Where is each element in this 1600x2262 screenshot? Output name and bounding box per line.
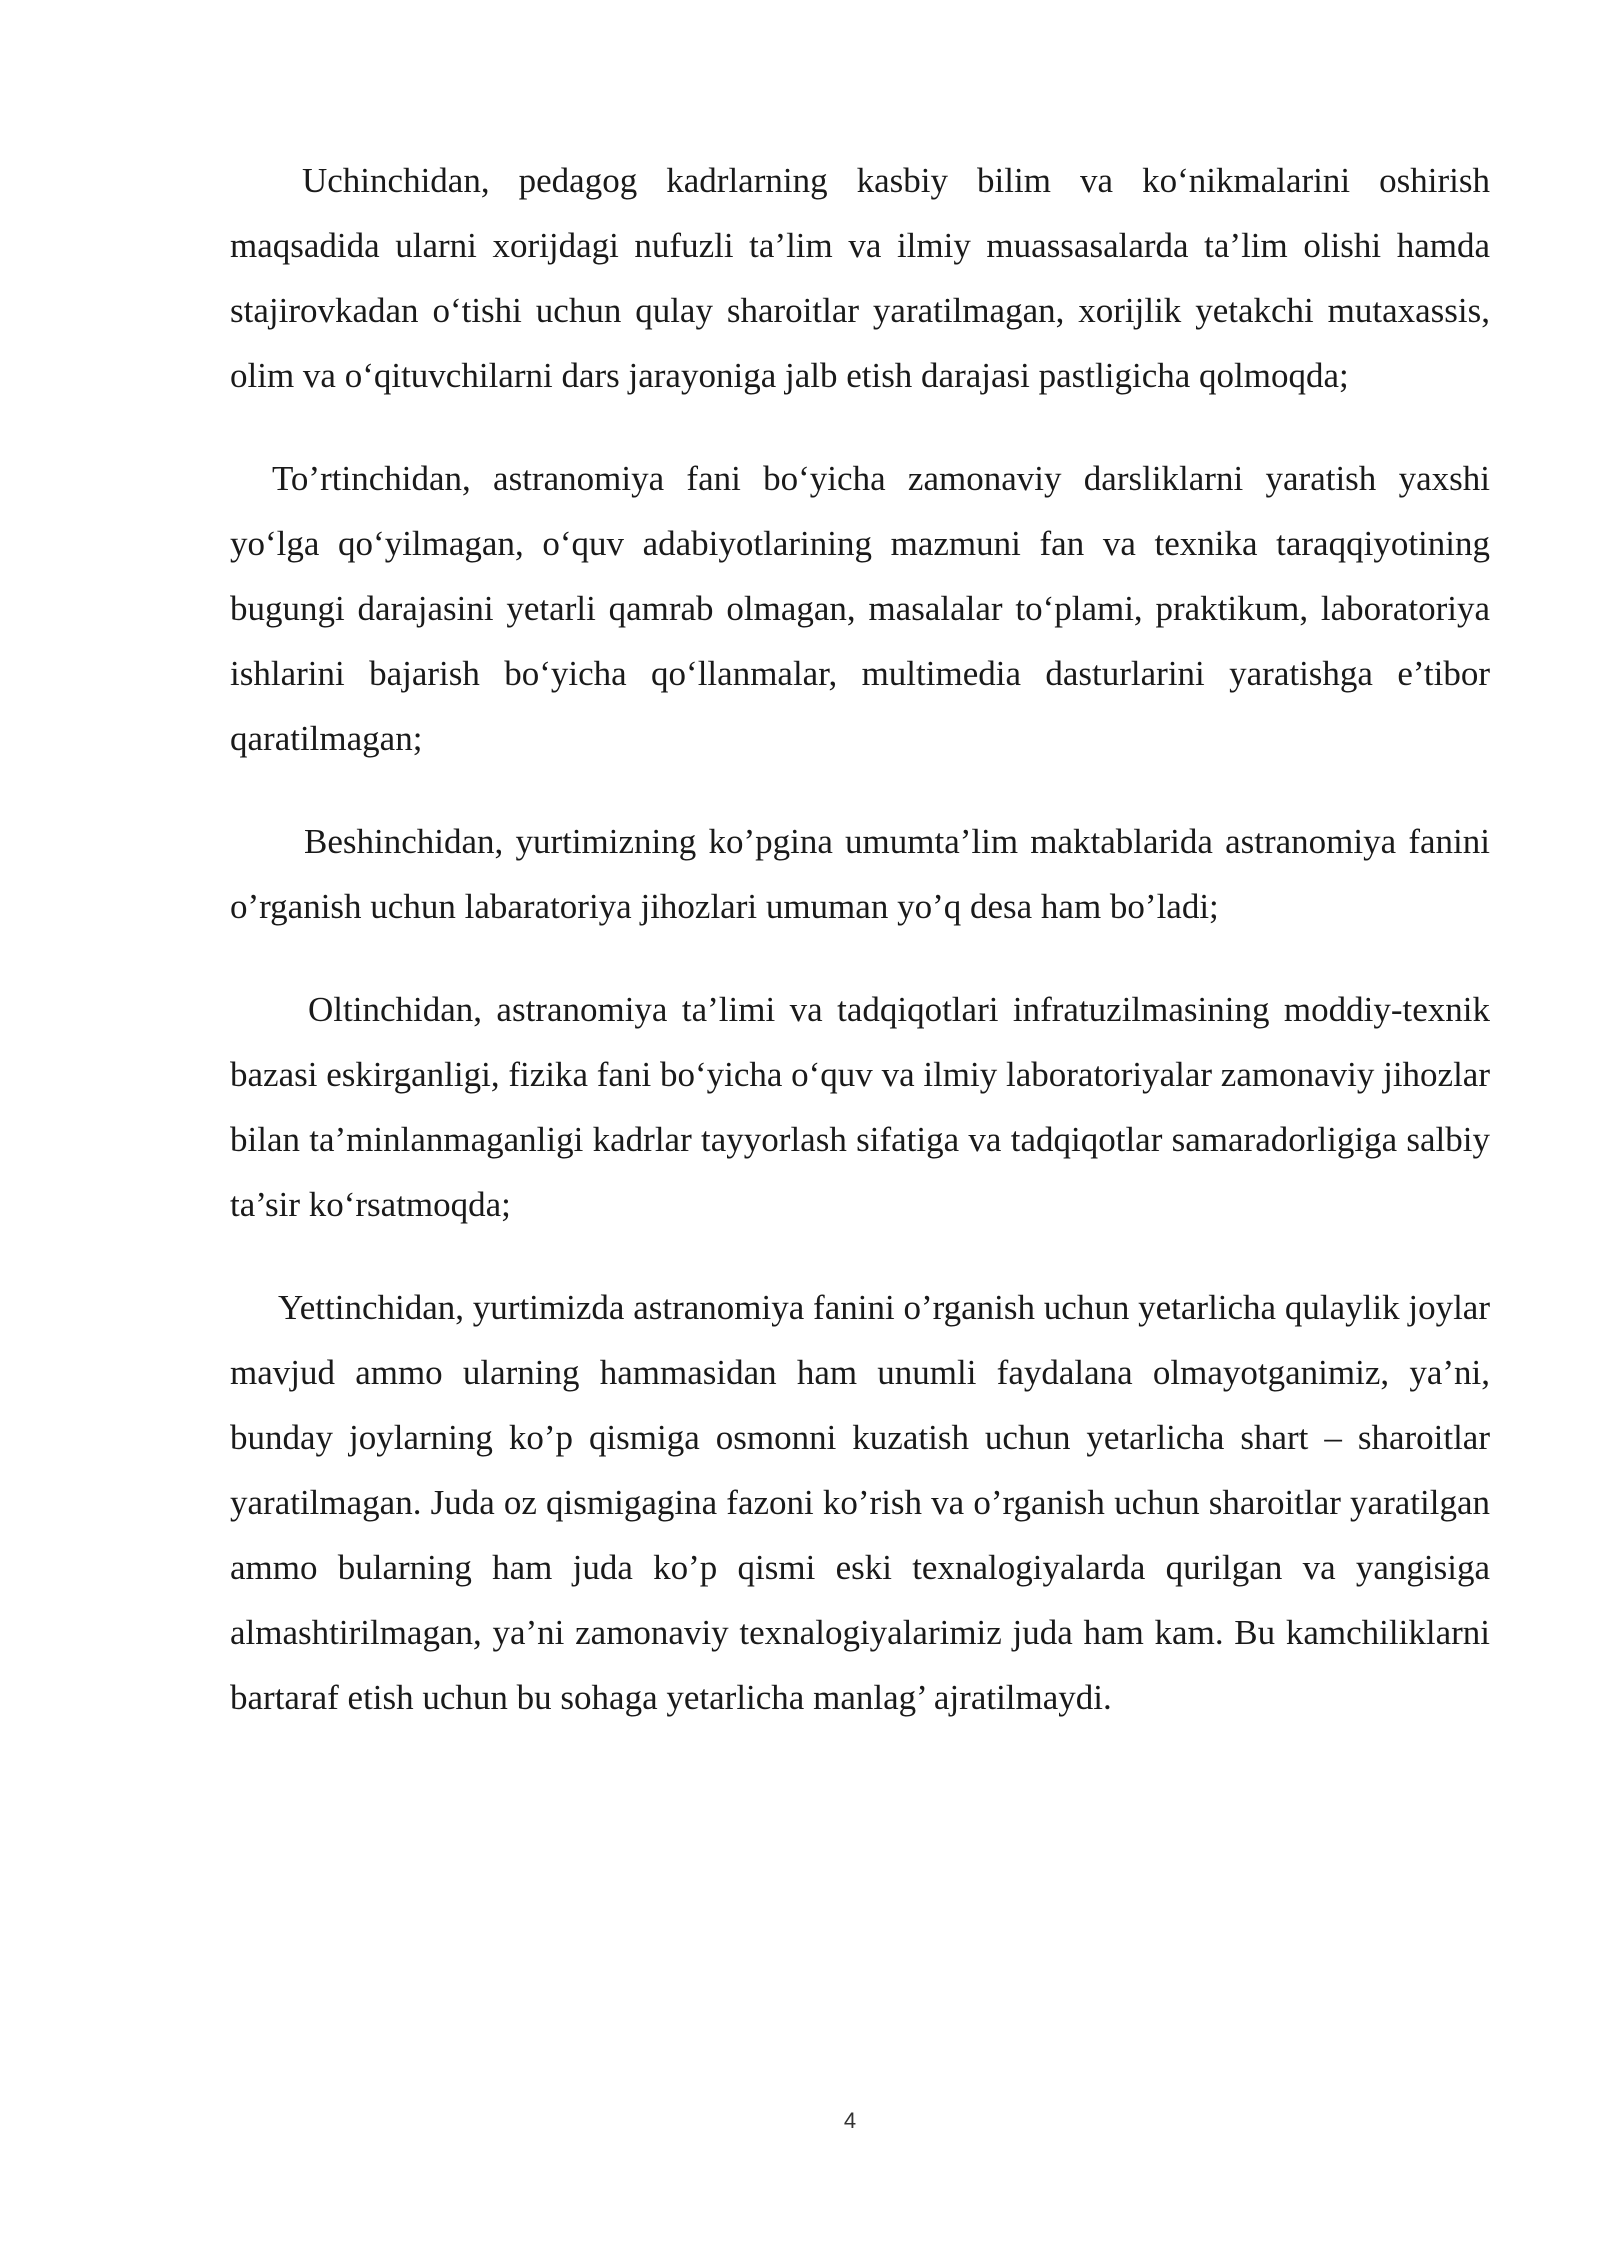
paragraph-tortinchidan: To’rtinchidan, astranomiya fani bo‘yicha zamonaviy darsliklarni yaratish yaxshi yo‘lga qo‘yilmagan, o‘quv adabiyotlarining mazmuni fan va texnika taraqqiyotining bugungi darajasini yetarli qamrab olmagan, masalalar to‘plami, praktikum, laboratoriya ishlarini bajarish bo‘yicha qo‘llanmalar, multimedia dasturlarini yaratishga e’tibor qaratilmagan; — [230, 459, 1490, 758]
paragraph-yettinchidan: Yettinchidan, yurtimizda astranomiya fanini o’rganish uchun yetarlicha qulaylik joylar mavjud ammo ularning hammasidan ham unumli faydalana olmayotganimiz, ya’ni, bunday joylarning ko’p qismiga osmonni kuzatish uchun yetarlicha shart – sharoitlar yaratilmagan. Juda oz qismigagina fazoni ko’rish va o’rganish uchun sharoitlar yaratilgan ammo bularning ham juda ko’p qismi eski texnalogiyalarda qurilgan va yangisiga almashtirilmagan, ya’ni zamonaviy texnalogiyalarimiz juda ham kam. Bu kamchiliklarni bartaraf etish uchun bu sohaga yetarlicha manlag’ ajratilmaydi. — [230, 1288, 1490, 1717]
paragraph-oltinchidan: Oltinchidan, astranomiya ta’limi va tadqiqotlari infratuzilmasining moddiy-texnik bazasi eskirganligi, fizika fani bo‘yicha o‘quv va ilmiy laboratoriyalar zamonaviy jihozlar bilan ta’minlanmaganligi kadrlar tayyorlash sifatiga va tadqiqotlar samaradorligiga salbiy ta’sir ko‘rsatmoqda; — [230, 990, 1490, 1224]
paragraph-uchinchidan: Uchinchidan, pedagog kadrlarning kasbiy bilim va ko‘nikmalarini oshirish maqsadida ularni xorijdagi nufuzli ta’lim va ilmiy muassasalarda ta’lim olishi hamda stajirovkadan o‘tishi uchun qulay sharoitlar yaratilmagan, xorijlik yetakchi mutaxassis, olim va o‘qituvchilarni dars jarayoniga jalb etish darajasi pastligicha qolmoqda; — [230, 161, 1490, 395]
page-number: 4 — [843, 2108, 857, 2133]
paragraph-beshinchidan: Beshinchidan, yurtimizning ko’pgina umumta’lim maktablarida astranomiya fanini o’rganish uchun labaratoriya jihozlari umuman yo’q desa ham bo’ladi; — [230, 822, 1490, 926]
body-text — [230, 148, 1490, 1730]
